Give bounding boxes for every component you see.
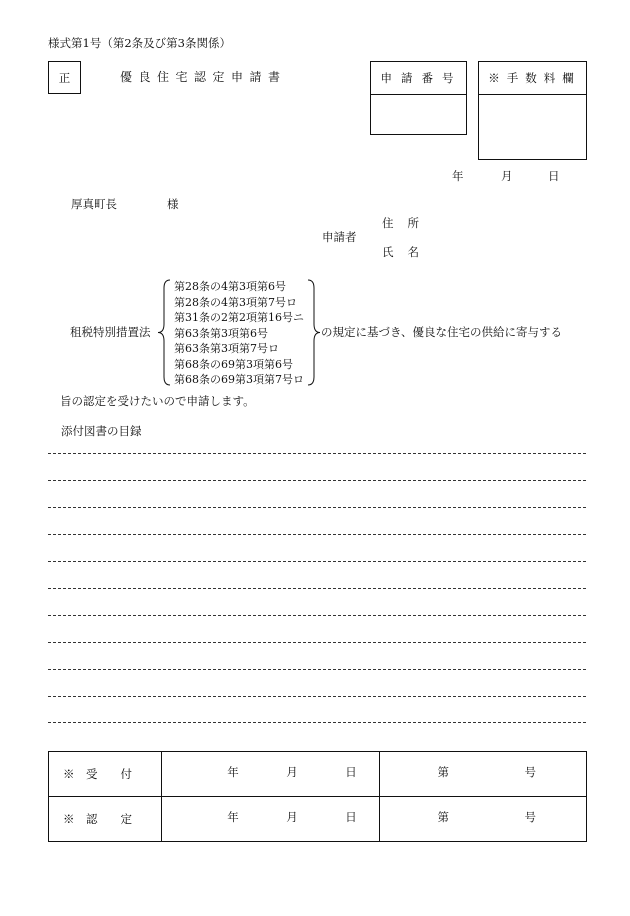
law-item: 第28条の4第3項第6号 (174, 280, 286, 293)
approval-number-prefix: 第 (437, 810, 449, 824)
application-number-value[interactable] (371, 94, 466, 134)
law-item: 第63条第3項第7号ロ (174, 342, 279, 355)
original-mark: 正 (58, 70, 71, 85)
approval-day: 日 (345, 810, 357, 824)
approval-label-cell (49, 797, 162, 842)
approval-number-suffix: 号 (524, 810, 536, 824)
receipt-number-prefix: 第 (437, 765, 449, 779)
attachment-line[interactable] (48, 642, 586, 643)
attachment-line[interactable] (48, 696, 586, 697)
page-title: 優良住宅認定申請書 (120, 70, 287, 84)
attachment-line[interactable] (48, 453, 586, 454)
table-row (49, 797, 587, 842)
date-day: 日 (548, 169, 560, 183)
law-name: 租税特別措置法 (70, 325, 151, 339)
law-item: 第31条の2第2項第16号ニ (174, 311, 304, 324)
application-number-box (370, 61, 467, 135)
attachment-line[interactable] (48, 615, 586, 616)
attachment-line[interactable] (48, 669, 586, 670)
attachment-line[interactable] (48, 480, 586, 481)
table-row (49, 752, 587, 797)
applicant-label: 申請者 (322, 230, 357, 244)
addressee-name: 厚真町長 (71, 197, 117, 211)
approval-date-cell[interactable] (162, 797, 379, 842)
law-item: 第28条の4第3項第7号ロ (174, 296, 297, 309)
form-id: 様式第1号（第2条及び第3条関係） (48, 36, 231, 50)
statement-1: の規定に基づき、優良な住宅の供給に寄与する (321, 325, 563, 339)
attachment-line[interactable] (48, 588, 586, 589)
attachment-line[interactable] (48, 507, 586, 508)
applicant-name-label: 氏名 (382, 245, 433, 259)
approval-month: 月 (286, 810, 298, 824)
addressee-honorific: 様 (167, 197, 179, 211)
law-item: 第68条の69第3項第7号ロ (174, 373, 304, 386)
law-item: 第68条の69第3項第6号 (174, 358, 293, 371)
office-use-table (48, 751, 587, 842)
application-number-header (371, 62, 466, 95)
attachment-line[interactable] (48, 561, 586, 562)
statement-2: 旨の認定を受けたいので申請します。 (60, 394, 255, 408)
application-number-label: 申請番号 (380, 71, 463, 85)
fee-value[interactable] (479, 94, 586, 159)
original-mark-box (48, 61, 81, 94)
law-item: 第63条第3項第6号 (174, 327, 268, 340)
fee-header (479, 62, 586, 95)
attachments-label: 添付図書の目録 (61, 424, 142, 438)
date-month: 月 (501, 169, 513, 183)
receipt-label-cell (49, 752, 162, 797)
approval-number-cell[interactable] (379, 797, 587, 842)
approval-year: 年 (227, 810, 239, 824)
receipt-day: 日 (345, 765, 357, 779)
receipt-number-cell[interactable] (379, 752, 587, 797)
receipt-number-suffix: 号 (524, 765, 536, 779)
fee-box (478, 61, 587, 160)
applicant-address-label: 住所 (382, 216, 433, 230)
left-brace (156, 278, 176, 387)
receipt-date-cell[interactable] (162, 752, 379, 797)
receipt-label: ※ 受 付 (63, 767, 132, 781)
approval-label: ※ 認 定 (63, 812, 132, 826)
date-year: 年 (452, 169, 464, 183)
fee-label: ※手数料欄 (488, 71, 581, 85)
attachment-line[interactable] (48, 534, 586, 535)
receipt-year: 年 (227, 765, 239, 779)
attachment-line[interactable] (48, 722, 586, 723)
receipt-month: 月 (286, 765, 298, 779)
